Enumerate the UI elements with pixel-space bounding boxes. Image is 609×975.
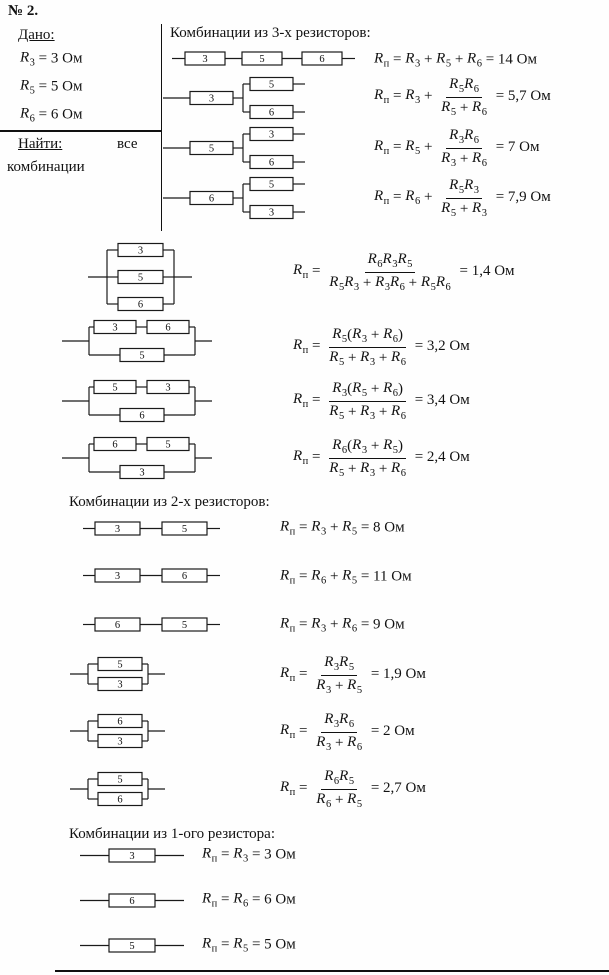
variable-R-5: $R_5$ bbox=[441, 98, 457, 118]
variable-R-5: $R_5$ bbox=[405, 138, 421, 158]
circuit-2-2-s1 bbox=[80, 937, 184, 954]
resistor-label: 6 bbox=[181, 570, 188, 582]
variable-R-3: $R_3$ bbox=[360, 459, 376, 479]
variable-R-6: $R_6$ bbox=[233, 890, 249, 910]
formula-text: = bbox=[295, 568, 312, 585]
variable-R-6: $R_6$ bbox=[324, 768, 340, 787]
circuit-0-7-tp bbox=[62, 437, 212, 479]
find-text-line1: все bbox=[117, 136, 138, 152]
variable-R-6: $R_6$ bbox=[464, 127, 479, 146]
resistor-label: 6 bbox=[137, 299, 144, 311]
formula-text: + bbox=[331, 791, 348, 808]
variable-R-п: $R_п$ bbox=[374, 188, 390, 208]
variable-R-5: $R_5$ bbox=[329, 459, 345, 479]
variable-R-п: $R_п$ bbox=[293, 391, 309, 411]
formula-text: + bbox=[326, 519, 343, 536]
circuit-0-4-p3 bbox=[88, 240, 192, 314]
formula-text: = 2,7 Ом bbox=[367, 780, 426, 797]
variable-R-3: $R_3$ bbox=[311, 615, 327, 635]
formula-text: = bbox=[295, 666, 312, 683]
resistance-formula-0-0 bbox=[374, 50, 537, 70]
resistor-label: 3 bbox=[117, 736, 123, 748]
fraction-numerator bbox=[329, 380, 406, 402]
variable-R-6: $R_6$ bbox=[311, 567, 327, 587]
variable-R-5: $R_5$ bbox=[449, 76, 465, 95]
fraction bbox=[313, 654, 365, 696]
resistor-label: 5 bbox=[112, 382, 118, 394]
resistor-label: 6 bbox=[129, 895, 135, 907]
formula-text: = bbox=[295, 519, 312, 536]
formula-text: = bbox=[295, 616, 312, 633]
formula-text: = 2 Ом bbox=[367, 723, 415, 740]
formula-text: + bbox=[420, 88, 437, 105]
formula-text: = 5 Ом bbox=[248, 936, 296, 953]
variable-R-3: $R_3$ bbox=[472, 199, 487, 219]
formula-text: = 1,9 Ом bbox=[367, 666, 426, 683]
variable-R-п: $R_п$ bbox=[202, 845, 218, 865]
formula-text: = bbox=[389, 51, 406, 68]
variable-R-3: $R_3$ bbox=[344, 273, 360, 293]
circuit-2-0-s1 bbox=[80, 847, 184, 864]
resistance-formula-2-2 bbox=[202, 935, 296, 955]
formula-text: + bbox=[367, 327, 384, 344]
circuit-0-1-sp bbox=[163, 77, 305, 119]
formula-text: = bbox=[295, 780, 312, 797]
variable-R-6: $R_6$ bbox=[332, 437, 348, 456]
variable-R-3: $R_3$ bbox=[316, 733, 332, 753]
variable-R-5: $R_5$ bbox=[383, 437, 398, 456]
formula-text: = 7 Ом bbox=[491, 139, 540, 156]
circuit-0-5-tp bbox=[62, 320, 212, 362]
resistor-label: 5 bbox=[259, 53, 265, 65]
formula-text: + bbox=[344, 460, 361, 477]
formula-text: = bbox=[217, 891, 234, 908]
formula-text: = 14 Ом bbox=[481, 51, 538, 68]
variable-R-6: $R_6$ bbox=[383, 380, 398, 399]
variable-R-6: $R_6$ bbox=[472, 98, 487, 118]
resistor-label: 5 bbox=[165, 439, 171, 451]
resistor-label: 6 bbox=[165, 322, 171, 334]
formula-text: = bbox=[295, 723, 312, 740]
resistance-formula-2-0 bbox=[202, 845, 296, 865]
resistor-label: 6 bbox=[268, 107, 275, 119]
formula-text: = bbox=[308, 449, 325, 466]
variable-R-3: $R_3$ bbox=[382, 251, 398, 270]
variable-R-п: $R_п$ bbox=[280, 567, 296, 587]
variable-R-6: $R_6$ bbox=[391, 402, 406, 422]
variable-R-п: $R_п$ bbox=[374, 50, 390, 70]
resistor-label: 3 bbox=[208, 93, 215, 105]
formula-text: ) bbox=[397, 438, 403, 455]
variable-R-5: $R_5$ bbox=[352, 380, 368, 399]
variable-R-5: $R_5$ bbox=[329, 348, 345, 368]
column-divider-line bbox=[161, 24, 162, 231]
variable-R-п: $R_п$ bbox=[280, 665, 296, 685]
fraction-denominator bbox=[438, 149, 490, 170]
variable-R-6: $R_6$ bbox=[347, 733, 363, 753]
fraction bbox=[438, 127, 490, 169]
fraction-denominator bbox=[313, 676, 365, 697]
circuit-1-2-s2 bbox=[83, 616, 220, 633]
resistance-formula-0-6 bbox=[293, 380, 470, 422]
given-value-0 bbox=[20, 49, 82, 69]
formula-text: = bbox=[308, 338, 325, 355]
circuit-1-1-s2 bbox=[83, 567, 220, 584]
circuit-1-4-p2 bbox=[70, 712, 165, 750]
variable-R-5: $R_5$ bbox=[347, 790, 363, 810]
variable-R-5: $R_5$ bbox=[20, 77, 35, 97]
variable-R-5: $R_5$ bbox=[347, 676, 363, 696]
variable-R-5: $R_5$ bbox=[332, 326, 348, 345]
variable-R-6: $R_6$ bbox=[435, 273, 451, 293]
formula-text: + bbox=[404, 274, 421, 291]
formula-text: = 5,7 Ом bbox=[491, 88, 551, 105]
formula-text: = bbox=[389, 88, 406, 105]
resistor-label: 5 bbox=[181, 619, 188, 631]
formula-text: = bbox=[217, 936, 234, 953]
resistor-label: 6 bbox=[112, 439, 118, 451]
fraction bbox=[438, 177, 490, 219]
formula-text: + bbox=[344, 403, 361, 420]
formula-text: ) bbox=[397, 327, 403, 344]
resistor-label: 5 bbox=[139, 350, 145, 362]
resistor-label: 3 bbox=[114, 570, 121, 582]
formula-text: + bbox=[375, 460, 392, 477]
resistor-label: 5 bbox=[181, 523, 188, 535]
resistor-label: 6 bbox=[139, 410, 145, 422]
resistor-label: 3 bbox=[165, 382, 171, 394]
resistance-formula-1-0 bbox=[280, 518, 405, 538]
resistance-formula-0-2 bbox=[374, 127, 540, 169]
fraction-denominator bbox=[438, 199, 490, 220]
formula-text: = 9 Ом bbox=[357, 616, 405, 633]
resistance-formula-1-2 bbox=[280, 615, 405, 635]
variable-R-п: $R_п$ bbox=[374, 138, 390, 158]
variable-R-5: $R_5$ bbox=[449, 177, 465, 196]
formula-text: + bbox=[331, 677, 348, 694]
formula-text: = 3,4 Ом bbox=[410, 392, 470, 409]
circuit-0-2-sp bbox=[163, 127, 305, 169]
bottom-rule bbox=[55, 970, 609, 972]
variable-R-3: $R_3$ bbox=[360, 402, 376, 422]
fraction bbox=[313, 768, 365, 810]
resistor-label: 6 bbox=[268, 157, 275, 169]
fraction-numerator bbox=[446, 76, 482, 98]
fraction-denominator bbox=[438, 98, 490, 119]
variable-R-5: $R_5$ bbox=[441, 199, 457, 219]
fraction-denominator bbox=[326, 273, 453, 294]
variable-R-6: $R_6$ bbox=[405, 188, 421, 208]
variable-R-3: $R_3$ bbox=[311, 518, 327, 538]
variable-R-3: $R_3$ bbox=[20, 49, 35, 69]
variable-R-6: $R_6$ bbox=[472, 149, 487, 169]
variable-R-3: $R_3$ bbox=[405, 50, 421, 70]
formula-text: = bbox=[217, 846, 234, 863]
resistor-label: 5 bbox=[117, 774, 123, 786]
variable-R-3: $R_3$ bbox=[332, 380, 348, 399]
formula-text: = bbox=[308, 263, 325, 280]
variable-R-3: $R_3$ bbox=[324, 654, 340, 673]
formula-text: + bbox=[420, 51, 437, 68]
variable-R-п: $R_п$ bbox=[293, 448, 309, 468]
circuit-2-1-s1 bbox=[80, 892, 184, 909]
variable-R-6: $R_6$ bbox=[390, 273, 405, 293]
resistance-formula-2-1 bbox=[202, 890, 296, 910]
resistance-formula-0-4 bbox=[293, 251, 515, 293]
variable-R-6: $R_6$ bbox=[20, 105, 35, 125]
resistor-label: 5 bbox=[268, 179, 275, 191]
variable-R-6: $R_6$ bbox=[467, 50, 482, 70]
resistor-label: 5 bbox=[208, 143, 215, 155]
formula-text: ( bbox=[347, 327, 353, 344]
given-separator-line bbox=[0, 130, 161, 132]
fraction bbox=[313, 711, 365, 753]
variable-R-п: $R_п$ bbox=[280, 518, 296, 538]
formula-text: = 7,9 Ом bbox=[491, 189, 551, 206]
variable-R-3: $R_3$ bbox=[324, 711, 340, 730]
section-title-2: Комбинации из 1-ого резистора: bbox=[69, 826, 276, 842]
formula-text: + bbox=[367, 438, 384, 455]
variable-R-5: $R_5$ bbox=[339, 654, 355, 673]
variable-R-п: $R_п$ bbox=[202, 890, 218, 910]
fraction-numerator bbox=[329, 437, 406, 459]
formula-text: + bbox=[375, 349, 392, 366]
resistor-label: 3 bbox=[117, 679, 123, 691]
resistance-formula-0-1 bbox=[374, 76, 551, 118]
fraction-numerator bbox=[446, 127, 482, 149]
circuit-1-3-p2 bbox=[70, 655, 165, 693]
formula-text: + bbox=[331, 734, 348, 751]
resistance-formula-1-1 bbox=[280, 567, 412, 587]
circuit-1-5-p2 bbox=[70, 770, 165, 808]
variable-R-3: $R_3$ bbox=[316, 676, 332, 696]
resistance-formula-1-3 bbox=[280, 654, 426, 696]
resistance-formula-0-5 bbox=[293, 326, 470, 368]
variable-R-6: $R_6$ bbox=[464, 76, 479, 95]
resistor-label: 3 bbox=[112, 322, 118, 334]
variable-R-6: $R_6$ bbox=[391, 348, 406, 368]
variable-R-3: $R_3$ bbox=[449, 127, 465, 146]
resistor-label: 6 bbox=[319, 53, 325, 65]
resistor-label: 5 bbox=[117, 659, 123, 671]
fraction bbox=[326, 437, 409, 479]
variable-R-3: $R_3$ bbox=[233, 845, 249, 865]
resistance-formula-0-3 bbox=[374, 177, 551, 219]
problem-number: № 2. bbox=[8, 3, 39, 19]
variable-R-6: $R_6$ bbox=[339, 711, 355, 730]
formula-text: = 6 Ом bbox=[34, 106, 83, 123]
resistor-label: 6 bbox=[208, 193, 215, 205]
variable-R-3: $R_3$ bbox=[464, 177, 479, 196]
fraction bbox=[326, 326, 409, 368]
resistor-label: 3 bbox=[137, 245, 144, 257]
fraction-denominator bbox=[313, 733, 365, 754]
variable-R-6: $R_6$ bbox=[367, 251, 383, 270]
variable-R-3: $R_3$ bbox=[352, 437, 368, 456]
formula-text: = bbox=[389, 189, 406, 206]
given-value-2 bbox=[20, 105, 82, 125]
formula-text: = 3,2 Ом bbox=[410, 338, 470, 355]
resistor-label: 3 bbox=[202, 53, 208, 65]
formula-text: + bbox=[344, 349, 361, 366]
resistor-label: 5 bbox=[129, 940, 135, 952]
resistor-label: 5 bbox=[137, 272, 144, 284]
fraction-numerator bbox=[321, 711, 357, 733]
formula-text: + bbox=[456, 200, 473, 217]
resistor-label: 3 bbox=[268, 207, 275, 219]
resistance-formula-0-7 bbox=[293, 437, 470, 479]
variable-R-5: $R_5$ bbox=[233, 935, 249, 955]
fraction bbox=[326, 380, 409, 422]
formula-text: + bbox=[326, 616, 343, 633]
formula-text: + bbox=[375, 403, 392, 420]
variable-R-3: $R_3$ bbox=[360, 348, 376, 368]
variable-R-п: $R_п$ bbox=[280, 779, 296, 799]
variable-R-6: $R_6$ bbox=[342, 615, 358, 635]
find-text-line2: комбинации bbox=[7, 159, 85, 175]
circuit-0-0-s3 bbox=[172, 50, 355, 67]
formula-text: + bbox=[451, 51, 468, 68]
formula-text: = bbox=[389, 139, 406, 156]
formula-text: = 3 Ом bbox=[248, 846, 296, 863]
circuit-0-3-sp bbox=[163, 177, 305, 219]
fraction-numerator bbox=[365, 251, 416, 273]
resistor-label: 3 bbox=[139, 467, 145, 479]
fraction bbox=[326, 251, 453, 293]
variable-R-5: $R_5$ bbox=[342, 518, 358, 538]
variable-R-5: $R_5$ bbox=[342, 567, 358, 587]
formula-text: = bbox=[308, 392, 325, 409]
variable-R-6: $R_6$ bbox=[383, 326, 398, 345]
variable-R-5: $R_5$ bbox=[420, 273, 436, 293]
variable-R-п: $R_п$ bbox=[202, 935, 218, 955]
formula-text: = 11 Ом bbox=[357, 568, 412, 585]
variable-R-3: $R_3$ bbox=[375, 273, 390, 293]
resistor-label: 3 bbox=[114, 523, 121, 535]
formula-text: = 5 Ом bbox=[34, 78, 83, 95]
resistor-label: 3 bbox=[268, 129, 275, 141]
section-title-1: Комбинации из 2-х резисторов: bbox=[69, 494, 270, 510]
fraction bbox=[438, 76, 490, 118]
variable-R-п: $R_п$ bbox=[280, 615, 296, 635]
fraction-numerator bbox=[321, 654, 357, 676]
variable-R-6: $R_6$ bbox=[391, 459, 406, 479]
formula-text: = 6 Ом bbox=[248, 891, 296, 908]
find-label: Найти: bbox=[18, 136, 63, 152]
formula-text: ( bbox=[347, 381, 353, 398]
formula-text: = 1,4 Ом bbox=[455, 263, 515, 280]
fraction-denominator bbox=[326, 348, 409, 369]
resistor-label: 6 bbox=[117, 716, 123, 728]
formula-text: ) bbox=[397, 381, 403, 398]
formula-text: = 2,4 Ом bbox=[410, 449, 470, 466]
variable-R-3: $R_3$ bbox=[441, 149, 457, 169]
formula-text: = 3 Ом bbox=[34, 50, 83, 67]
variable-R-п: $R_п$ bbox=[293, 262, 309, 282]
fraction-denominator bbox=[326, 459, 409, 480]
circuit-1-0-s2 bbox=[83, 520, 220, 537]
formula-text: + bbox=[456, 150, 473, 167]
variable-R-п: $R_п$ bbox=[374, 87, 390, 107]
fraction-denominator bbox=[326, 402, 409, 423]
formula-text: = 8 Ом bbox=[357, 519, 405, 536]
variable-R-5: $R_5$ bbox=[339, 768, 355, 787]
formula-text: + bbox=[326, 568, 343, 585]
fraction-numerator bbox=[329, 326, 406, 348]
resistor-label: 6 bbox=[114, 619, 121, 631]
given-label: Дано: bbox=[18, 27, 55, 43]
fraction-denominator bbox=[313, 790, 365, 811]
variable-R-5: $R_5$ bbox=[397, 251, 413, 270]
resistor-label: 5 bbox=[268, 79, 275, 91]
section-title-0: Комбинации из 3-х резисторов: bbox=[170, 25, 371, 41]
formula-text: + bbox=[359, 274, 376, 291]
variable-R-п: $R_п$ bbox=[293, 337, 309, 357]
variable-R-3: $R_3$ bbox=[352, 326, 368, 345]
formula-text: + bbox=[420, 189, 437, 206]
variable-R-3: $R_3$ bbox=[405, 87, 421, 107]
formula-text: ( bbox=[347, 438, 353, 455]
resistance-formula-1-5 bbox=[280, 768, 426, 810]
given-value-1 bbox=[20, 77, 82, 97]
resistor-label: 6 bbox=[117, 794, 123, 806]
fraction-numerator bbox=[321, 768, 357, 790]
variable-R-6: $R_6$ bbox=[316, 790, 332, 810]
resistance-formula-1-4 bbox=[280, 711, 415, 753]
variable-R-5: $R_5$ bbox=[329, 402, 345, 422]
variable-R-5: $R_5$ bbox=[436, 50, 452, 70]
formula-text: + bbox=[456, 99, 473, 116]
variable-R-5: $R_5$ bbox=[329, 273, 345, 293]
resistor-label: 3 bbox=[129, 850, 135, 862]
variable-R-п: $R_п$ bbox=[280, 722, 296, 742]
fraction-numerator bbox=[446, 177, 482, 199]
formula-text: + bbox=[367, 381, 384, 398]
formula-text: + bbox=[420, 139, 437, 156]
circuit-0-6-tp bbox=[62, 380, 212, 422]
